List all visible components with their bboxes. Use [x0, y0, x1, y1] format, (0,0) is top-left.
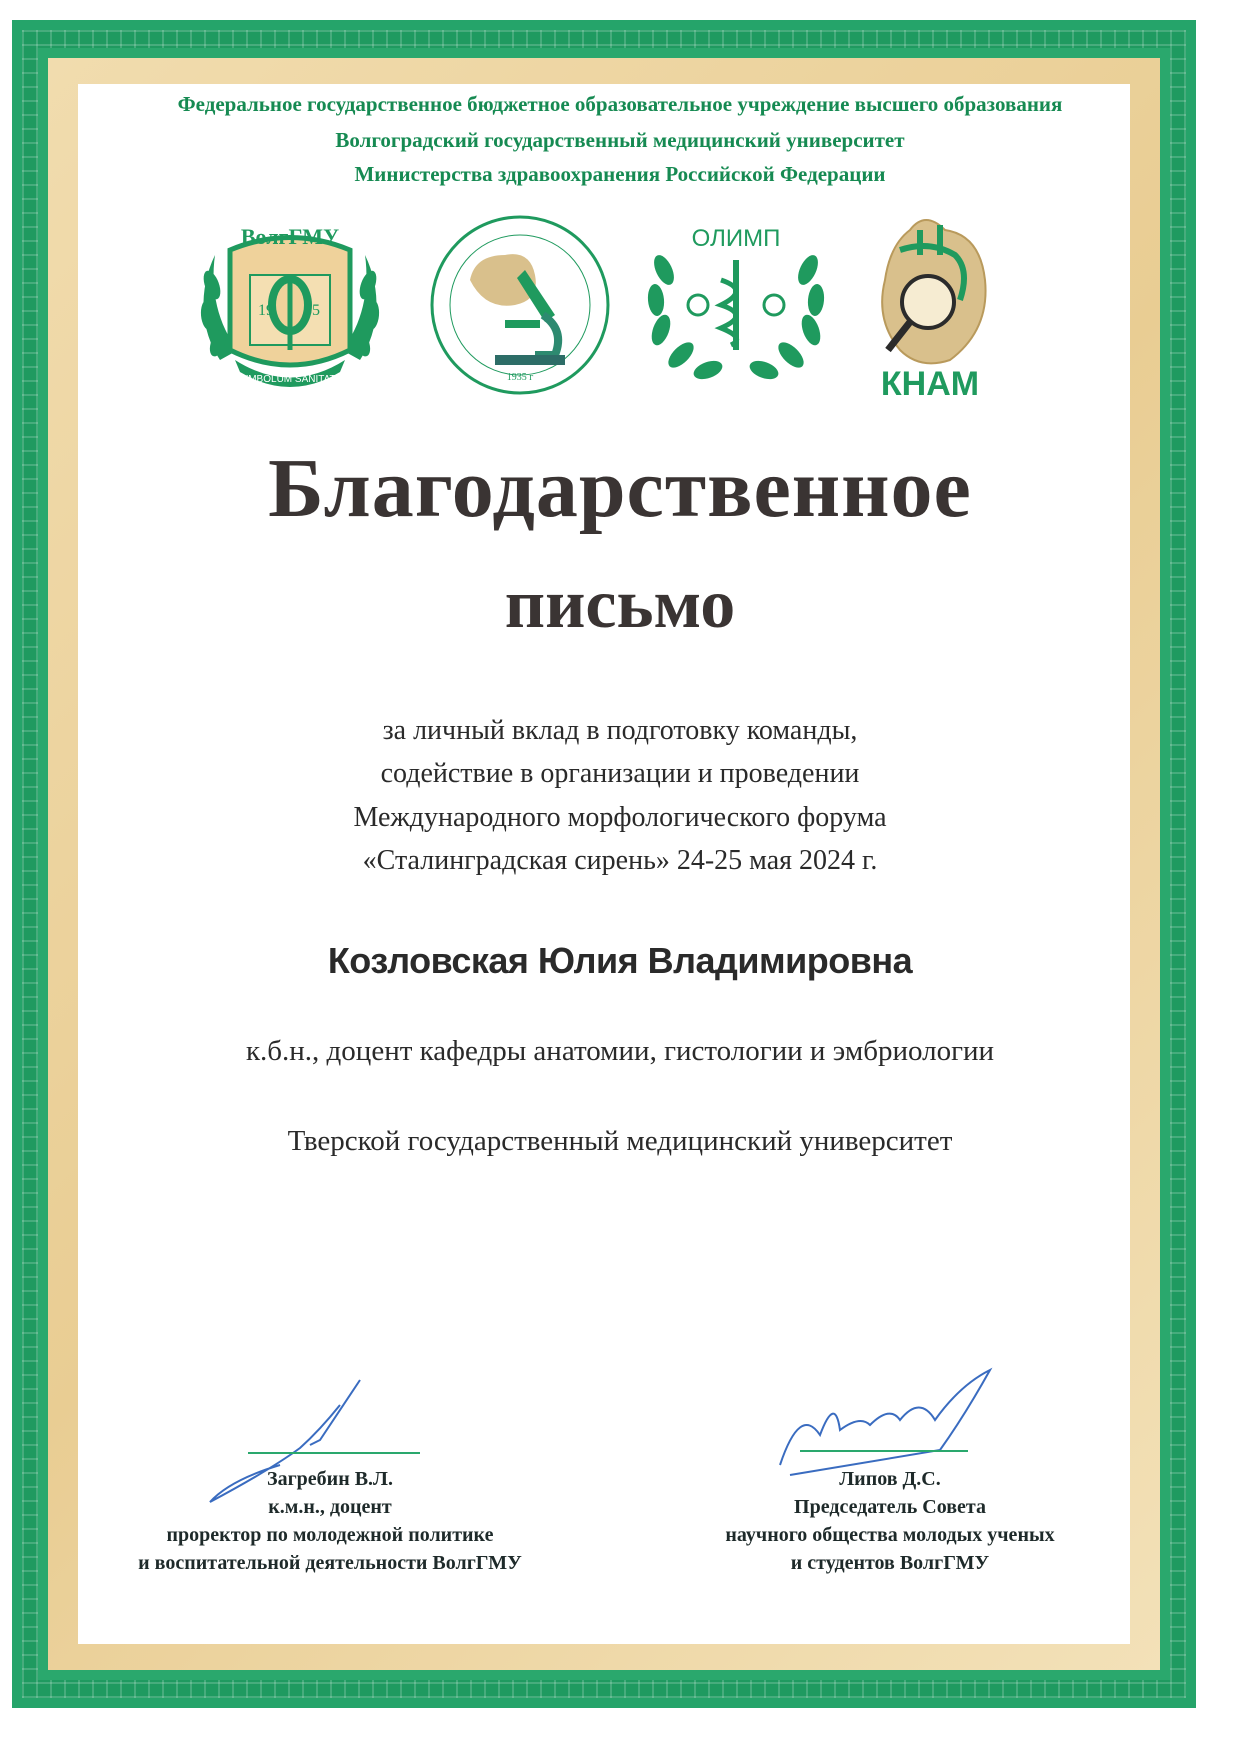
right-signatory-name: Липов Д.С.: [839, 1468, 941, 1490]
body-line: содействие в организации и проведении: [380, 758, 860, 789]
volggmu-logo: [190, 210, 390, 400]
left-signatory-name: Загребин В.Л.: [267, 1468, 393, 1490]
certificate-subtitle: письмо: [504, 566, 736, 643]
volggmu-logo-name: ВолгГМУ: [240, 224, 340, 249]
recipient-position: к.б.н., доцент кафедры анатомии, гистологии и эмбриологии: [245, 1035, 995, 1067]
left-signatory-role-cont: и воспитательной деятельности ВолгГМУ: [138, 1552, 522, 1574]
body-line: за личный вклад в подготовку команды,: [382, 715, 858, 746]
right-signature-line: [800, 1450, 968, 1452]
volggmu-motto: SYMBOLUM SANITATIS: [234, 374, 346, 385]
olimp-logo: [636, 210, 836, 400]
right-signatory-role: Председатель Совета: [794, 1496, 986, 1518]
knam-logo: [860, 210, 1000, 420]
volggmu-year-right: 35: [304, 302, 320, 319]
histology-society-logo: [425, 210, 615, 400]
olimp-logo-name: ОЛИМП: [691, 225, 781, 252]
knam-logo-name: КНАМ: [880, 365, 980, 403]
recipient-organization: Тверской государственный медицинский университет: [287, 1125, 953, 1157]
header-university-name: Волгоградский государственный медицинский университет: [335, 128, 905, 152]
right-signatory-block: [680, 1465, 1100, 1577]
left-signatory-role: проректор по молодежной политике: [166, 1524, 494, 1546]
body-line: Международного морфологического форума: [353, 802, 887, 833]
left-signature-line: [248, 1452, 420, 1454]
volggmu-year-left: 19: [258, 302, 274, 319]
right-signatory-role-end: и студентов ВолгГМУ: [790, 1552, 990, 1574]
header-ministry: Министерства здравоохранения Российской Федерации: [354, 162, 886, 186]
body-line: «Сталинградская сирень» 24-25 мая 2024 г.: [362, 845, 878, 876]
histology-logo-year: 1935 г: [506, 372, 534, 383]
left-signatory-degree: к.м.н., доцент: [268, 1496, 392, 1518]
right-signatory-role-cont: научного общества молодых ученых: [725, 1524, 1055, 1546]
header-institution-type: Федеральное государственное бюджетное образовательное учреждение высшего образования: [177, 92, 1063, 116]
certificate-title: Благодарственное: [268, 442, 972, 535]
left-signatory-block: [100, 1465, 560, 1577]
recipient-name: Козловская Юлия Владимировна: [327, 940, 913, 981]
